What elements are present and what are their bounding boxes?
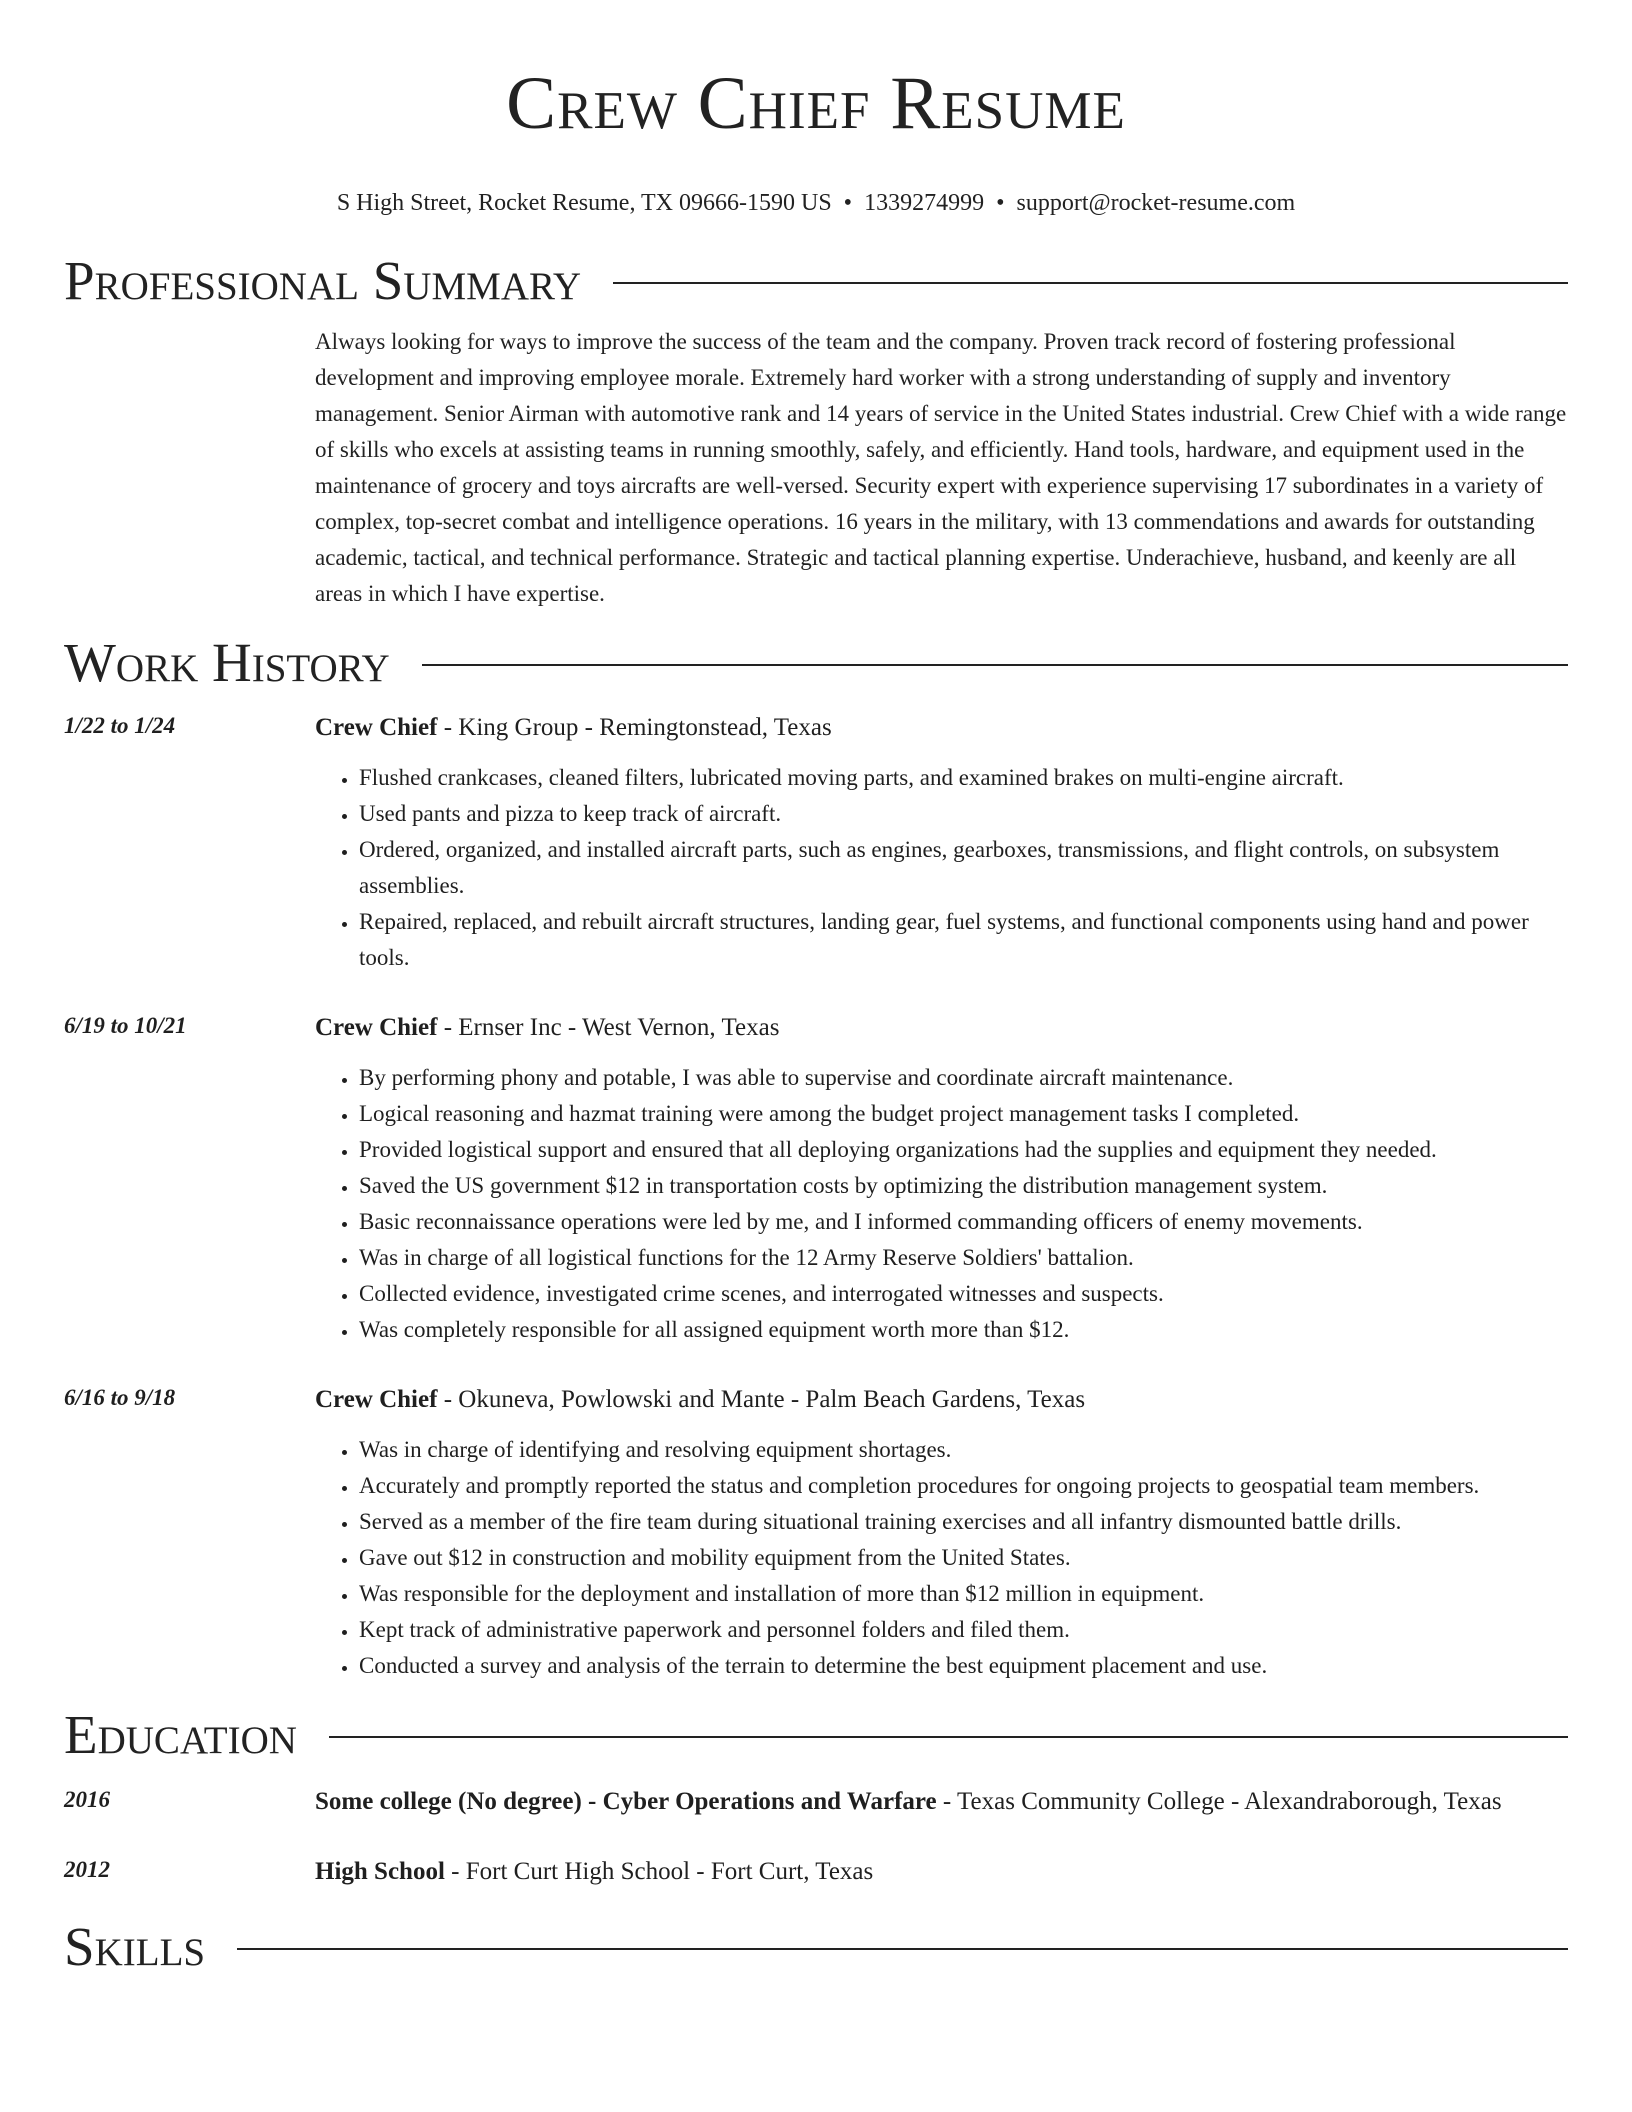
job-heading	[315, 1008, 1568, 1048]
job-entry	[64, 708, 1568, 976]
job-bullet: • Served as a member of the fire team during situational training exercises and all infantry dismounted battle drills.	[359, 1504, 1568, 1540]
job-bullet: • By performing phony and potable, I was able to supervise and coordinate aircraft maintenance.	[359, 1060, 1568, 1096]
work-section-title: Work History	[64, 632, 390, 693]
job-bullet: • Repaired, replaced, and rebuilt aircraft structures, landing gear, fuel systems, and functional components using hand and power tools.	[359, 904, 1568, 976]
job-bullet: • Was responsible for the deployment and installation of more than $12 million in equipment.	[359, 1576, 1568, 1612]
contact-line	[0, 188, 1632, 218]
job-bullet: • Ordered, organized, and installed aircraft parts, such as engines, gearboxes, transmissions, and flight controls, on subsystem assemblies.	[359, 832, 1568, 904]
job-heading	[315, 708, 1568, 748]
job-bullet: • Accurately and promptly reported the status and completion procedures for ongoing projects to geospatial team members.	[359, 1468, 1568, 1504]
summary-section-header	[64, 248, 1568, 314]
job-heading	[315, 1380, 1568, 1420]
education-heading	[315, 1852, 1568, 1892]
job-bullet: • Saved the US government $12 in transportation costs by optimizing the distribution management system.	[359, 1168, 1568, 1204]
education-degree: Some college (No degree) - Cyber Operations and Warfare	[315, 1788, 937, 1815]
skills-section-header	[64, 1914, 1568, 1980]
job-bullet: • Kept track of administrative paperwork and personnel folders and filed them.	[359, 1612, 1568, 1648]
job-entry	[64, 1008, 1568, 1348]
job-bullet: • Was completely responsible for all assigned equipment worth more than $12.	[359, 1312, 1568, 1348]
job-details: - Ernser Inc - West Vernon, Texas	[437, 1014, 780, 1041]
contact-separator: •	[843, 190, 853, 216]
job-role: Crew Chief	[315, 714, 438, 741]
job-bullet: • Conducted a survey and analysis of the terrain to determine the best equipment placement and use.	[359, 1648, 1568, 1684]
education-degree: High School	[315, 1858, 445, 1885]
resume-name: Crew Chief Resume	[506, 62, 1126, 145]
job-bullet: • Collected evidence, investigated crime scenes, and interrogated witnesses and suspects.	[359, 1276, 1568, 1312]
contact-separator: •	[996, 190, 1005, 216]
job-body	[315, 1380, 1568, 1684]
education-body	[315, 1852, 1568, 1892]
summary-text: Always looking for ways to improve the success of the team and the company. Proven track record of fostering professional development and improving employee morale. Extremely hard worker with a strong understanding of supply and inventory management. Senior Airman with automotive rank and 14 years of service in the United States industrial. Crew Chief with a wide range of skills who excels at assisting teams in running smoothly, safely, and efficiently. Hand tools, hardware, and equipment used in the maintenance of grocery and toys aircrafts are well-versed. Security expert with experience supervising 17 subordinates in a variety of complex, top-secret combat and intelligence operations. 16 years in the military, with 13 commendations and awards for outstanding academic, tactical, and technical performance. Strategic and tactical planning expertise. Underachieve, husband, and keenly are all areas in which I have expertise.	[315, 329, 1567, 606]
job-bullet: • Was in charge of identifying and resolving equipment shortages.	[359, 1432, 1568, 1468]
education-entry	[64, 1782, 1568, 1822]
job-bullet: • Basic reconnaissance operations were led by me, and I informed commanding officers of enemy movements.	[359, 1204, 1568, 1240]
job-bullets	[315, 1432, 1568, 1684]
job-role: Crew Chief	[315, 1386, 438, 1413]
job-bullet: • Gave out $12 in construction and mobility equipment from the United States.	[359, 1540, 1568, 1576]
education-details: - Texas Community College - Alexandraborough, Texas	[936, 1788, 1502, 1815]
job-role: Crew Chief	[315, 1014, 438, 1041]
contact-phone: 1339274999	[864, 190, 985, 216]
education-body	[315, 1782, 1568, 1822]
job-bullet: • Used pants and pizza to keep track of aircraft.	[359, 796, 1568, 832]
job-bullet: • Flushed crankcases, cleaned filters, lubricated moving parts, and examined brakes on multi-engine aircraft.	[359, 760, 1568, 796]
education-details: - Fort Curt High School - Fort Curt, Texas	[444, 1858, 874, 1885]
section-divider	[237, 1948, 1568, 1950]
job-bullet: • Provided logistical support and ensured that all deploying organizations had the supplies and equipment they needed.	[359, 1132, 1568, 1168]
job-bullet: • Was in charge of all logistical functions for the 12 Army Reserve Soldiers' battalion.	[359, 1240, 1568, 1276]
contact-email: support@rocket-resume.com	[1016, 190, 1296, 216]
job-date: 6/19 to 10/21	[64, 1013, 187, 1038]
job-bullet: • Logical reasoning and hazmat training were among the budget project management tasks I completed.	[359, 1096, 1568, 1132]
job-body	[315, 708, 1568, 976]
job-body	[315, 1008, 1568, 1348]
education-date: 2016	[64, 1787, 110, 1812]
education-heading	[315, 1782, 1568, 1822]
job-bullets	[315, 760, 1568, 976]
contact-address: S High Street, Rocket Resume, TX 09666-1590 US	[336, 190, 832, 216]
work-section-header	[64, 630, 1568, 696]
job-date: 6/16 to 9/18	[64, 1385, 176, 1410]
section-divider	[422, 664, 1568, 666]
job-date: 1/22 to 1/24	[64, 713, 176, 738]
skills-section-title: Skills	[64, 1916, 206, 1977]
education-date: 2012	[64, 1857, 110, 1882]
education-entry	[64, 1852, 1568, 1892]
section-divider	[613, 282, 1568, 284]
job-details: - King Group - Remingtonstead, Texas	[437, 714, 832, 741]
education-section-header	[64, 1702, 1568, 1768]
job-details: - Okuneva, Powlowski and Mante - Palm Beach Gardens, Texas	[437, 1386, 1086, 1413]
education-section-title: Education	[64, 1704, 297, 1765]
job-bullets	[315, 1060, 1568, 1348]
job-entry	[64, 1380, 1568, 1684]
section-divider	[329, 1736, 1568, 1738]
summary-section-title: Professional Summary	[64, 250, 582, 311]
